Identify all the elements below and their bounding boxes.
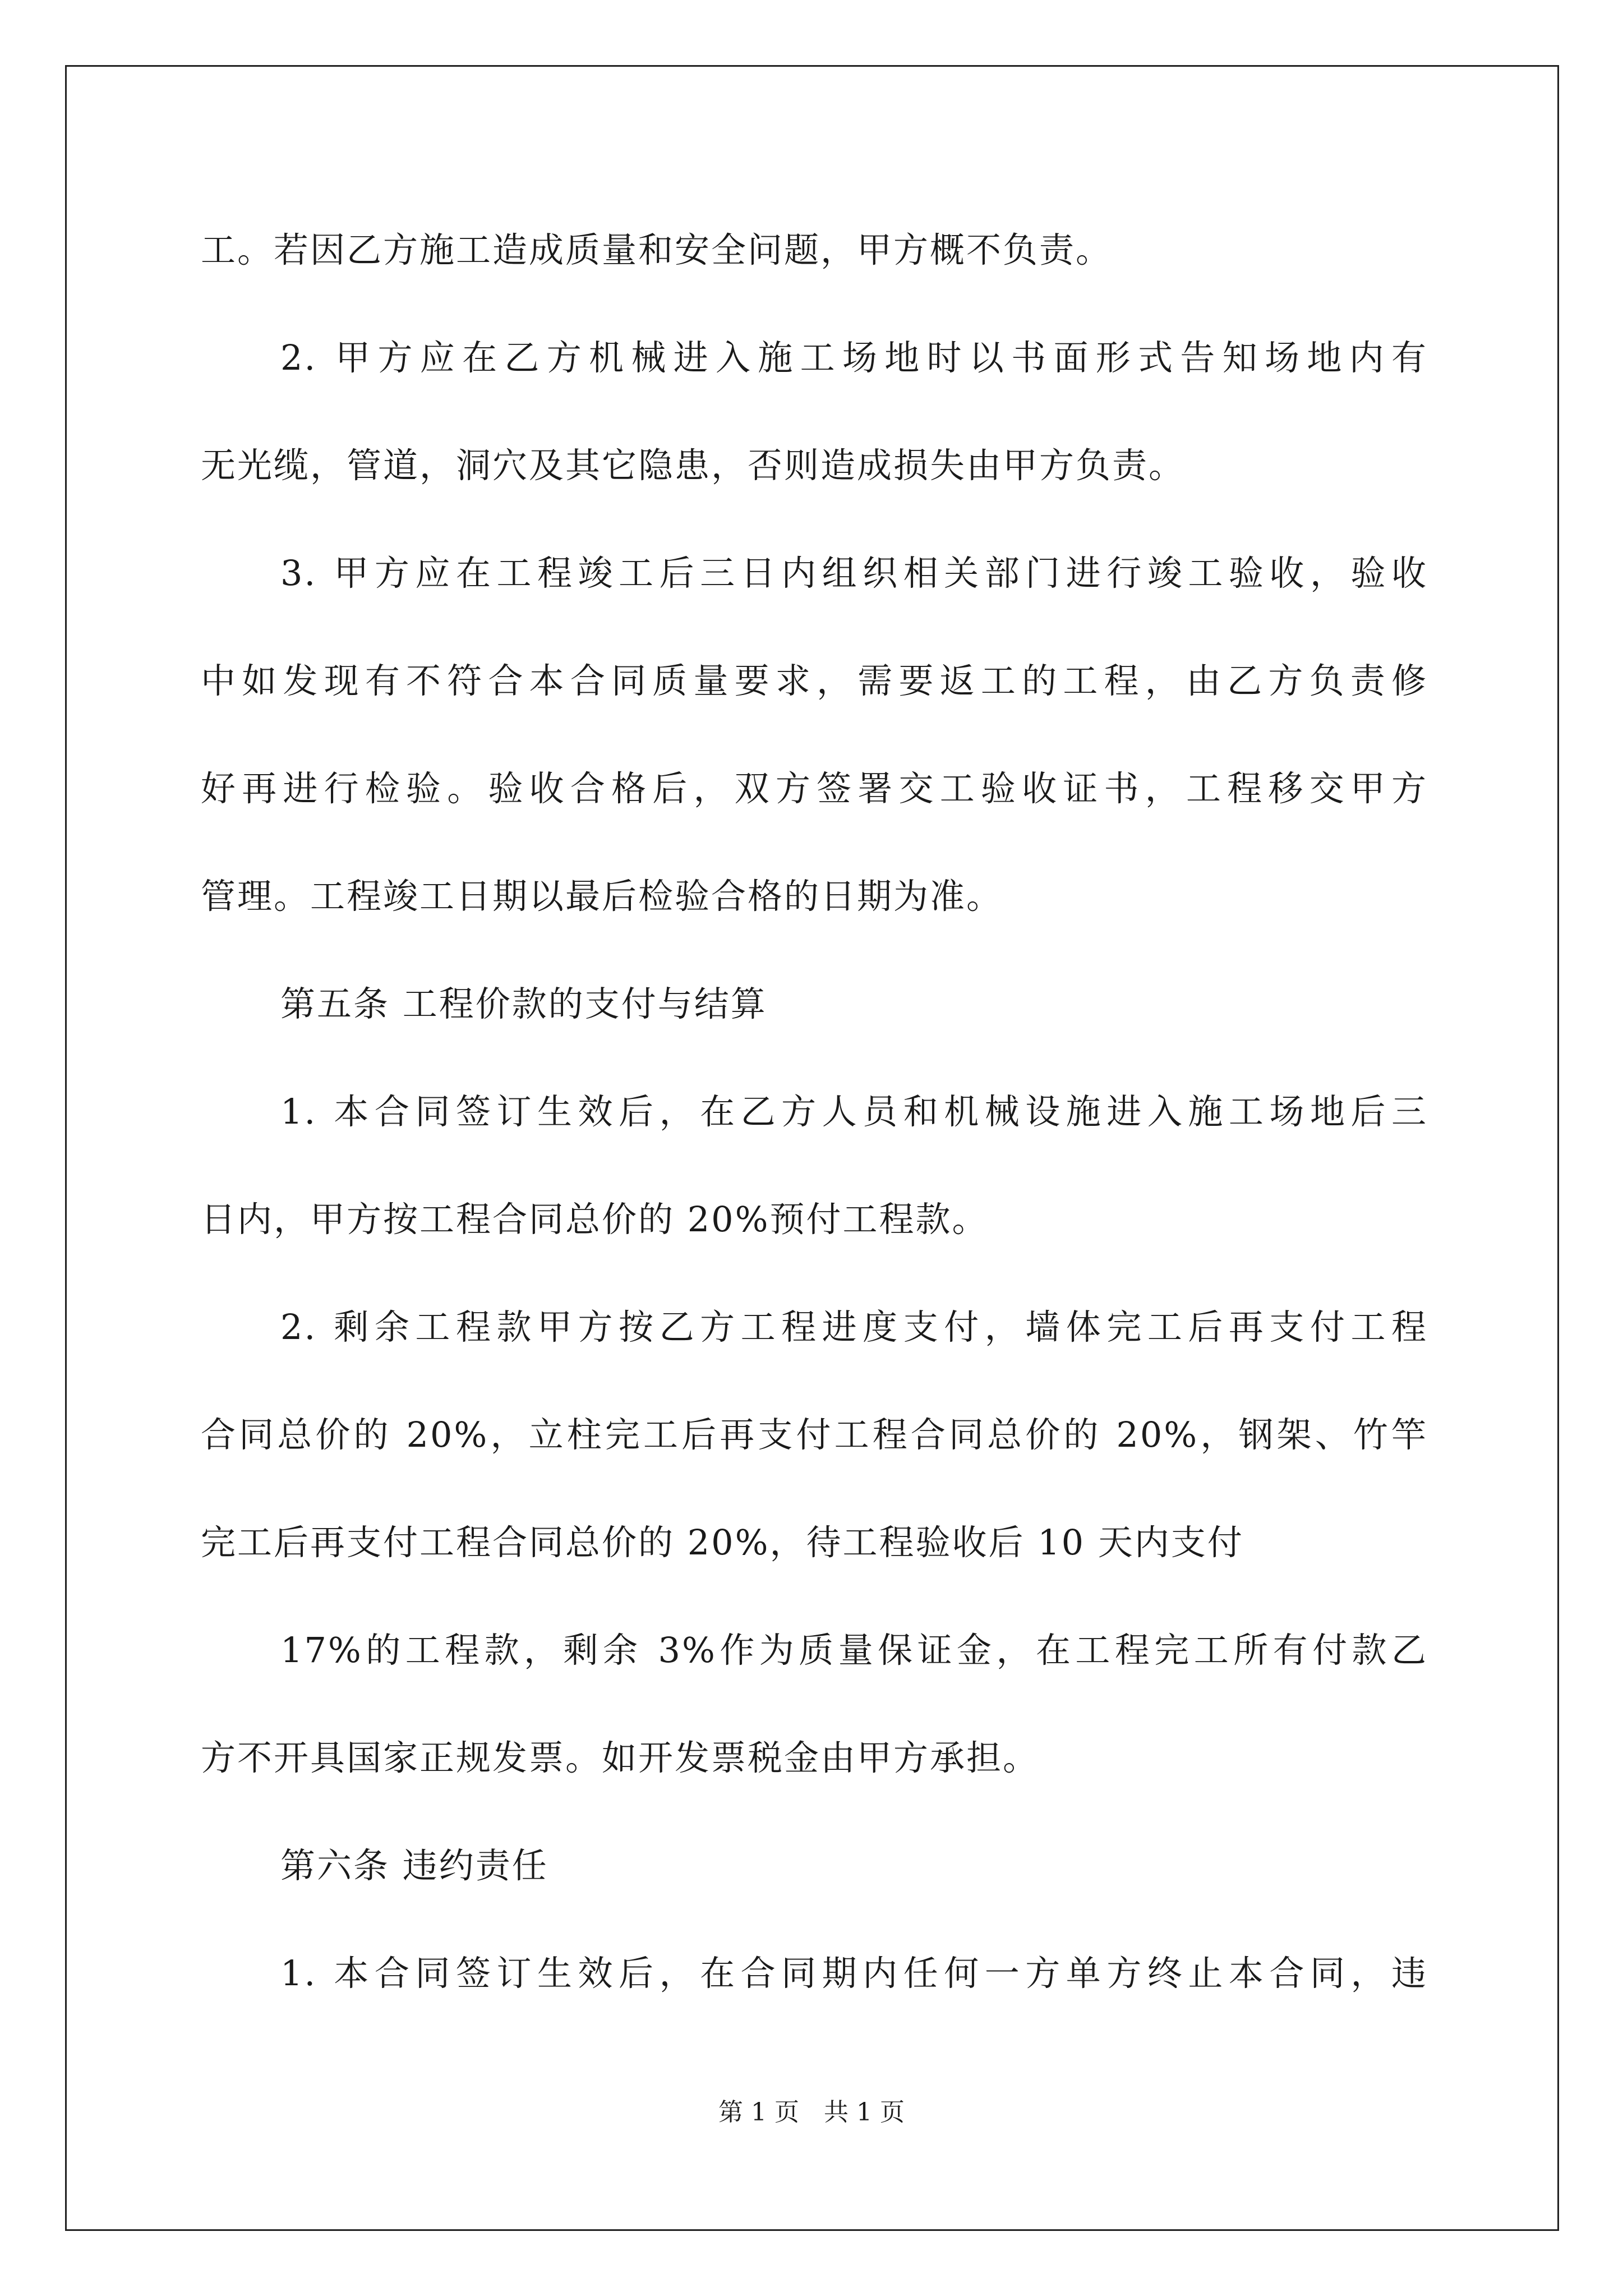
clause-item: 2. 剩余工程款甲方按乙方工程进度支付，墙体完工后再支付工程 [280, 1306, 1428, 1347]
clause-item: 3. 甲方应在工程竣工后三日内组织相关部门进行竣工验收，验收 [280, 553, 1428, 593]
clause-item: 1. 本合同签订生效后，在乙方人员和机械设施进入施工场地后三 [280, 1091, 1428, 1132]
body-text-line: 中如发现有不符合本合同质量要求，需要返工的工程，由乙方负责修 [201, 660, 1428, 701]
article-heading: 第五条 工程价款的支付与结算 [280, 983, 767, 1024]
body-text-line: 方不开具国家正规发票。如开发票税金由甲方承担。 [201, 1737, 1040, 1778]
body-text-line: 工。若因乙方施工造成质量和安全问题，甲方概不负责。 [201, 229, 1113, 270]
body-text-line: 日内，甲方按工程合同总价的 20%预付工程款。 [201, 1199, 989, 1240]
body-text-line: 好再进行检验。验收合格后，双方签署交工验收证书，工程移交甲方 [201, 768, 1428, 809]
article-heading: 第六条 违约责任 [280, 1845, 548, 1886]
body-text-line: 17%的工程款，剩余 3%作为质量保证金，在工程完工所有付款乙 [280, 1630, 1428, 1671]
body-text-line: 完工后再支付工程合同总价的 20%，待工程验收后 10 天内支付 [201, 1522, 1244, 1563]
body-text-line: 无光缆，管道，洞穴及其它隐患，否则造成损失由甲方负责。 [201, 445, 1186, 486]
page-border [65, 65, 1559, 2231]
clause-item: 2. 甲方应在乙方机械进入施工场地时以书面形式告知场地内有 [280, 337, 1428, 378]
page-footer: 第 1 页 共 1 页 [718, 2098, 905, 2127]
body-text-line: 管理。工程竣工日期以最后检验合格的日期为准。 [201, 876, 1003, 917]
body-text-line: 合同总价的 20%，立柱完工后再支付工程合同总价的 20%，钢架、竹竿 [201, 1414, 1428, 1455]
clause-item: 1. 本合同签订生效后，在合同期内任何一方单方终止本合同，违 [280, 1953, 1428, 1994]
